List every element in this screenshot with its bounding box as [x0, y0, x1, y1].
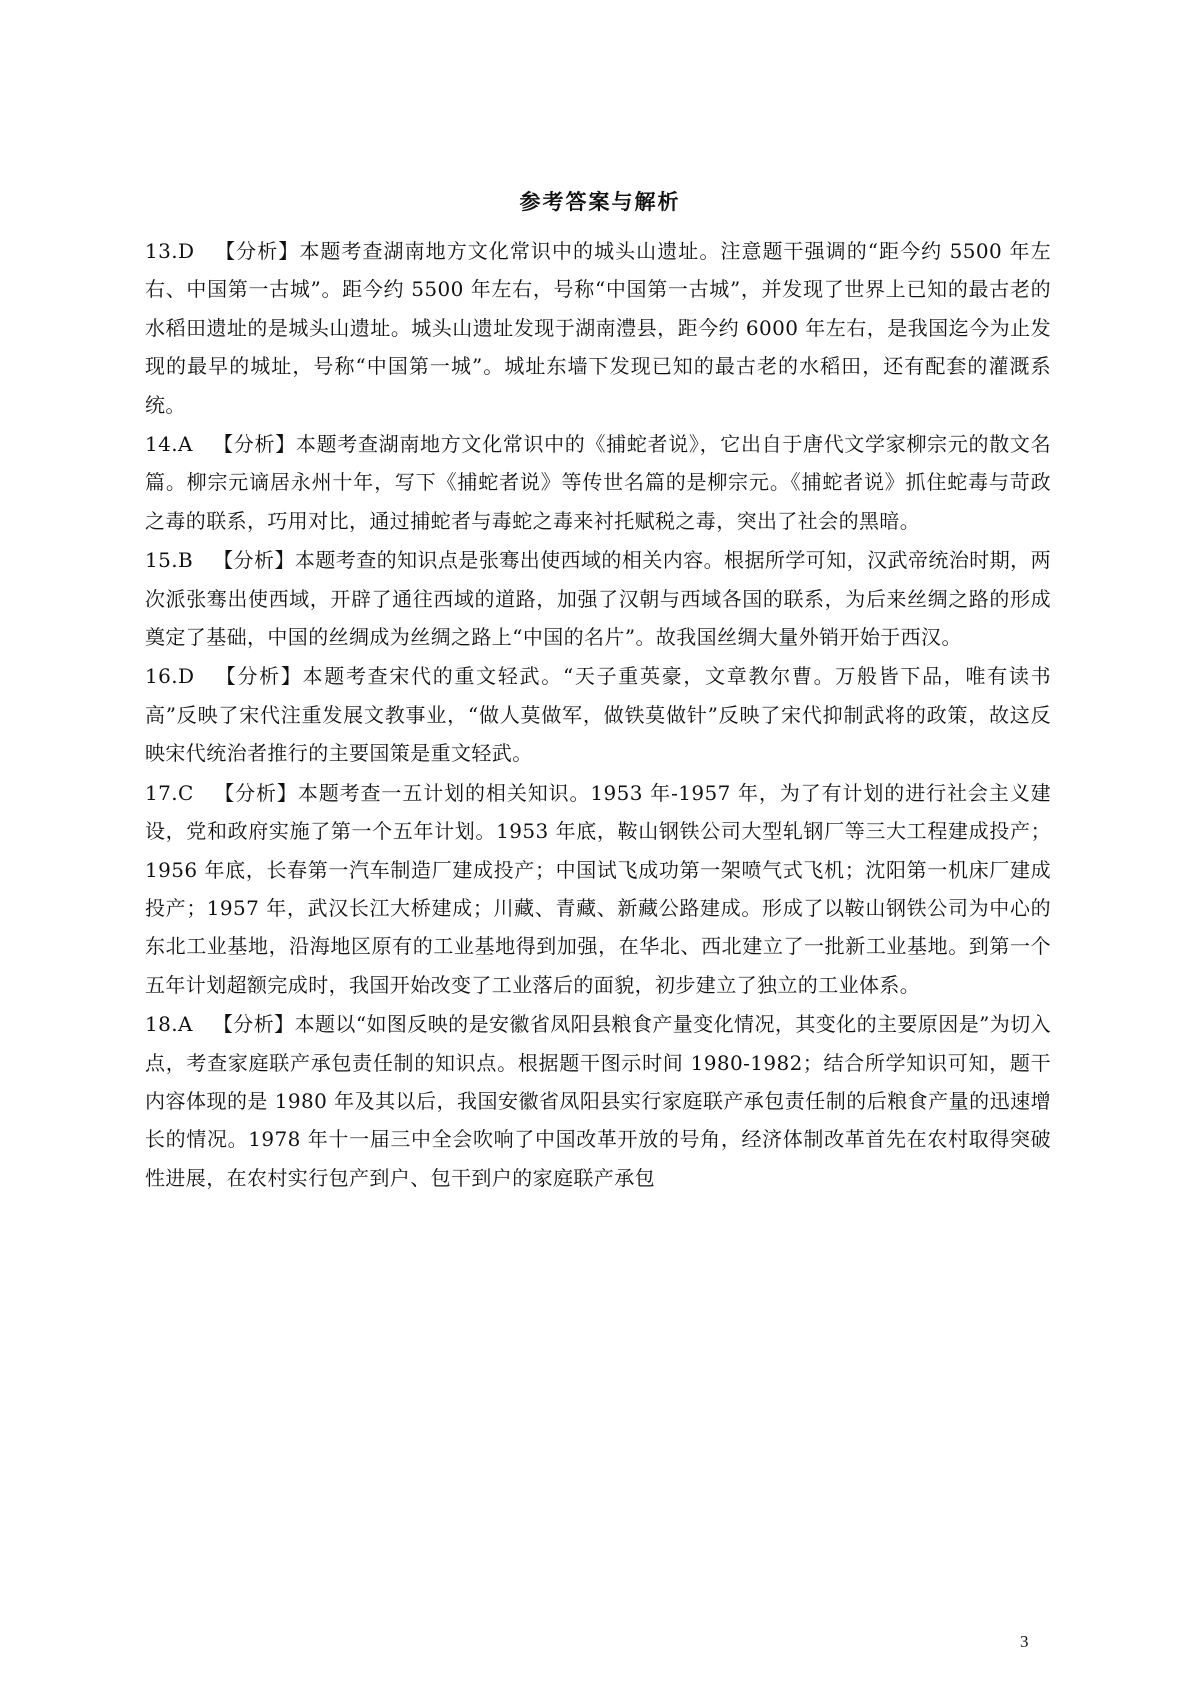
answer-14	[145, 425, 1051, 540]
answer-list	[145, 232, 1051, 1198]
page-title: 参考答案与解析	[519, 189, 681, 214]
answer-number: 16.D	[145, 664, 195, 689]
answer-15	[145, 541, 1051, 656]
answer-text: 【分析】本题考查宋代的重文轻武。“天子重英豪，文章教尔曹。万般皆下品，唯有读书高”反映了宋代注重发展文教事业，“做人莫做军，做铁莫做针”反映了宋代抑制武将的政策，故这反映宋代统治者推行的主要国策是重文轻武。	[145, 664, 1051, 766]
answer-text: 【分析】本题考查的知识点是张骞出使西域的相关内容。根据所学可知，汉武帝统治时期，两次派张骞出使西域，开辟了通往西域的道路，加强了汉朝与西域各国的联系，为后来丝绸之路的形成奠定了基础，中国的丝绸成为丝绸之路上“中国的名片”。故我国丝绸大量外销开始于西汉。	[145, 548, 1051, 650]
answer-number: 13.D	[145, 239, 195, 263]
answer-number: 18.A	[145, 1012, 193, 1037]
answer-number: 14.A	[145, 432, 193, 457]
answer-text: 【分析】本题考查湖南地方文化常识中的城头山遗址。注意题干强调的“距今约 5500 年左右、中国第一古城”。距今约 5500 年左右，号称“中国第一古城”，并发现了世界上已知的最古老的水稻田遗址的是城头山遗址。城头山遗址发现于湖南澧县，距今约 6000 年左右，是我国迄今为止发现的最早的城址，号称“中国第一城”。城址东墙下发现已知的最古老的水稻田，还有配套的灌溉系统。	[145, 239, 1051, 417]
answer-number: 15.B	[145, 548, 194, 573]
answer-18	[145, 1005, 1051, 1197]
answer-17	[145, 774, 1051, 1004]
answer-16	[145, 657, 1051, 772]
answer-text: 【分析】本题考查湖南地方文化常识中的《捕蛇者说》，它出自于唐代文学家柳宗元的散文名篇。柳宗元谪居永州十年，写下《捕蛇者说》等传世名篇的是柳宗元。《捕蛇者说》抓住蛇毒与苛政之毒的联系，巧用对比，通过捕蛇者与毒蛇之毒来衬托赋税之毒，突出了社会的黑暗。	[145, 432, 1051, 533]
answer-number: 17.C	[145, 780, 194, 805]
answer-text: 【分析】本题以“如图反映的是安徽省凤阳县粮食产量变化情况，其变化的主要原因是”为切入点，考查家庭联产承包责任制的知识点。根据题干图示时间 1980-1982；结合所学知识可知，题干内容体现的是 1980 年及其以后，我国安徽省凤阳县实行家庭联产承包责任制的后粮食产量的迅速增长的情况。1978 年十一届三中全会吹响了中国改革开放的号角，经济体制改革首先在农村取得突破性进展，在农村实行包产到户、包干到户的家庭联产承包	[145, 1012, 1051, 1190]
answer-text: 【分析】本题考查一五计划的相关知识。1953 年-1957 年，为了有计划的进行社会主义建设，党和政府实施了第一个五年计划。1953 年底，鞍山钢铁公司大型轧钢厂等三大工程建成投产；1956 年底，长春第一汽车制造厂建成投产；中国试飞成功第一架喷气式飞机；沈阳第一机床厂建成投产；1957 年，武汉长江大桥建成；川藏、青藏、新藏公路建成。形成了以鞍山钢铁公司为中心的东北工业基地，沿海地区原有的工业基地得到加强，在华北、西北建立了一批新工业基地。到第一个五年计划超额完成时，我国开始改变了工业落后的面貌，初步建立了独立的工业体系。	[145, 780, 1051, 997]
page-number: 3	[1020, 1632, 1029, 1651]
answer-13	[145, 232, 1051, 424]
